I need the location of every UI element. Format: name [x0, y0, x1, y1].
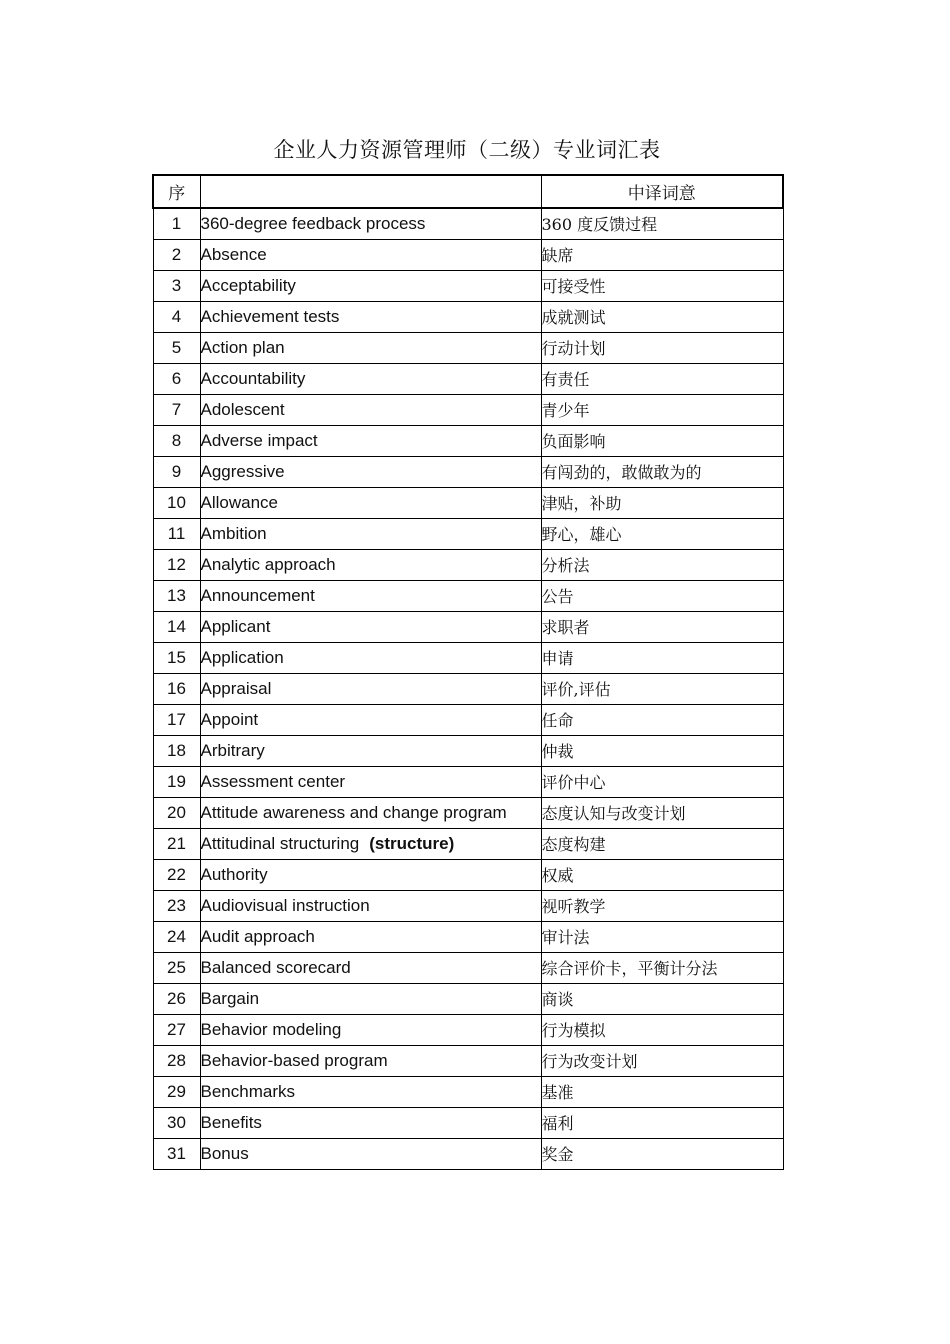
chinese-translation: 审计法 [541, 921, 783, 952]
table-row [153, 952, 783, 983]
row-number: 4 [153, 301, 200, 332]
term-cell [200, 549, 541, 580]
chinese-translation: 权威 [541, 859, 783, 890]
english-term: Achievement tests [200, 306, 340, 326]
chinese-translation: 综合评价卡，平衡计分法 [541, 952, 783, 983]
english-term: Benchmarks [200, 1081, 295, 1101]
english-term: Behavior-based program [200, 1050, 388, 1070]
chinese-translation: 缺席 [541, 239, 783, 270]
chinese-translation: 任命 [541, 704, 783, 735]
term-cell [200, 518, 541, 549]
page-title: 企业人力资源管理师（二级）专业词汇表 [273, 138, 661, 162]
table-row [153, 580, 783, 611]
table-row [153, 394, 783, 425]
chinese-translation: 负面影响 [541, 425, 783, 456]
term-cell [200, 580, 541, 611]
header-translation: 中译词意 [541, 175, 783, 208]
chinese-translation: 360 度反馈过程 [541, 208, 783, 239]
row-number: 14 [153, 611, 200, 642]
table-row [153, 983, 783, 1014]
row-number: 28 [153, 1045, 200, 1076]
english-term: Acceptability [200, 275, 296, 295]
table-row [153, 1138, 783, 1169]
table-body [153, 208, 783, 1169]
chinese-translation: 求职者 [541, 611, 783, 642]
table-row [153, 208, 783, 239]
table-row [153, 487, 783, 518]
vocabulary-table [152, 174, 784, 1170]
english-term: Ambition [200, 523, 267, 543]
table-row [153, 797, 783, 828]
table-row [153, 766, 783, 797]
chinese-translation: 仲裁 [541, 735, 783, 766]
english-term: Audit approach [200, 926, 315, 946]
term-cell [200, 1045, 541, 1076]
chinese-translation: 行动计划 [541, 332, 783, 363]
term-cell [200, 673, 541, 704]
chinese-translation: 奖金 [541, 1138, 783, 1169]
chinese-translation: 福利 [541, 1107, 783, 1138]
chinese-translation: 青少年 [541, 394, 783, 425]
row-number: 3 [153, 270, 200, 301]
table-row [153, 1107, 783, 1138]
table-row [153, 1045, 783, 1076]
chinese-translation: 行为模拟 [541, 1014, 783, 1045]
term-cell [200, 270, 541, 301]
row-number: 17 [153, 704, 200, 735]
term-cell [200, 363, 541, 394]
english-term: Assessment center [200, 771, 346, 791]
row-number: 9 [153, 456, 200, 487]
table-header-row [153, 175, 783, 208]
table-row [153, 611, 783, 642]
term-cell [200, 921, 541, 952]
table-row [153, 859, 783, 890]
row-number: 23 [153, 890, 200, 921]
chinese-translation: 评价,评估 [541, 673, 783, 704]
row-number: 8 [153, 425, 200, 456]
term-cell [200, 983, 541, 1014]
row-number: 29 [153, 1076, 200, 1107]
table-row [153, 456, 783, 487]
english-term: Adolescent [200, 399, 285, 419]
row-number: 12 [153, 549, 200, 580]
english-term: Appoint [200, 709, 259, 729]
term-cell [200, 1138, 541, 1169]
table-row [153, 332, 783, 363]
table-row [153, 239, 783, 270]
row-number: 31 [153, 1138, 200, 1169]
english-term: Accountability [200, 368, 306, 388]
term-cell [200, 611, 541, 642]
english-term: Applicant [200, 616, 271, 636]
term-cell [200, 332, 541, 363]
chinese-translation: 评价中心 [541, 766, 783, 797]
row-number: 22 [153, 859, 200, 890]
table-row [153, 425, 783, 456]
chinese-translation: 有责任 [541, 363, 783, 394]
header-term [200, 175, 541, 208]
chinese-translation: 商谈 [541, 983, 783, 1014]
chinese-translation: 行为改变计划 [541, 1045, 783, 1076]
row-number: 21 [153, 828, 200, 859]
header-number: 序 [153, 175, 200, 208]
chinese-translation: 野心，雄心 [541, 518, 783, 549]
row-number: 13 [153, 580, 200, 611]
english-term: Audiovisual instruction [200, 895, 370, 915]
row-number: 27 [153, 1014, 200, 1045]
english-term: Adverse impact [200, 430, 318, 450]
english-term: Analytic approach [200, 554, 336, 574]
row-number: 25 [153, 952, 200, 983]
english-term: Authority [200, 864, 268, 884]
table-row [153, 518, 783, 549]
chinese-translation: 视听教学 [541, 890, 783, 921]
table-row [153, 301, 783, 332]
term-cell [200, 487, 541, 518]
table-row [153, 549, 783, 580]
table-row [153, 673, 783, 704]
english-term: Allowance [200, 492, 278, 512]
chinese-translation: 态度构建 [541, 828, 783, 859]
term-cell [200, 797, 541, 828]
chinese-translation: 可接受性 [541, 270, 783, 301]
term-cell [200, 456, 541, 487]
table-row [153, 642, 783, 673]
term-cell [200, 952, 541, 983]
chinese-translation: 津贴，补助 [541, 487, 783, 518]
table-row [153, 828, 783, 859]
english-term: Announcement [200, 585, 315, 605]
table-row [153, 704, 783, 735]
english-term: Attitude awareness and change program [200, 802, 507, 822]
term-cell [200, 239, 541, 270]
english-term: Absence [200, 244, 267, 264]
table-row [153, 1076, 783, 1107]
row-number: 10 [153, 487, 200, 518]
term-cell [200, 766, 541, 797]
table-row [153, 890, 783, 921]
term-cell [200, 890, 541, 921]
english-term: Arbitrary [200, 740, 265, 760]
term-cell [200, 208, 541, 239]
table-row [153, 921, 783, 952]
chinese-translation: 申请 [541, 642, 783, 673]
table-row [153, 270, 783, 301]
row-number: 1 [153, 208, 200, 239]
row-number: 11 [153, 518, 200, 549]
table-row [153, 363, 783, 394]
english-term: Bargain [200, 988, 260, 1008]
chinese-translation: 基准 [541, 1076, 783, 1107]
table-row [153, 735, 783, 766]
term-cell [200, 642, 541, 673]
row-number: 30 [153, 1107, 200, 1138]
term-cell [200, 394, 541, 425]
chinese-translation: 态度认知与改变计划 [541, 797, 783, 828]
row-number: 26 [153, 983, 200, 1014]
table-row [153, 1014, 783, 1045]
row-number: 18 [153, 735, 200, 766]
term-cell [200, 735, 541, 766]
row-number: 19 [153, 766, 200, 797]
english-term: 360-degree feedback process [200, 213, 426, 233]
row-number: 7 [153, 394, 200, 425]
term-cell [200, 704, 541, 735]
chinese-translation: 成就测试 [541, 301, 783, 332]
english-term: Attitudinal structuring [200, 833, 360, 853]
english-term: Application [200, 647, 284, 667]
row-number: 15 [153, 642, 200, 673]
row-number: 5 [153, 332, 200, 363]
row-number: 20 [153, 797, 200, 828]
english-term: Bonus [200, 1143, 249, 1163]
row-number: 2 [153, 239, 200, 270]
term-cell [200, 301, 541, 332]
row-number: 24 [153, 921, 200, 952]
row-number: 16 [153, 673, 200, 704]
chinese-translation: 分析法 [541, 549, 783, 580]
english-term: Action plan [200, 337, 285, 357]
term-cell [200, 425, 541, 456]
term-note: (structure) [369, 833, 455, 853]
english-term: Benefits [200, 1112, 262, 1132]
chinese-translation: 有闯劲的，敢做敢为的 [541, 456, 783, 487]
term-cell [200, 1076, 541, 1107]
english-term: Balanced scorecard [200, 957, 351, 977]
row-number: 6 [153, 363, 200, 394]
english-term: Behavior modeling [200, 1019, 342, 1039]
english-term: Aggressive [200, 461, 285, 481]
chinese-translation: 公告 [541, 580, 783, 611]
term-cell [200, 1107, 541, 1138]
english-term: Appraisal [200, 678, 272, 698]
term-cell [200, 828, 541, 859]
term-cell [200, 859, 541, 890]
term-cell [200, 1014, 541, 1045]
